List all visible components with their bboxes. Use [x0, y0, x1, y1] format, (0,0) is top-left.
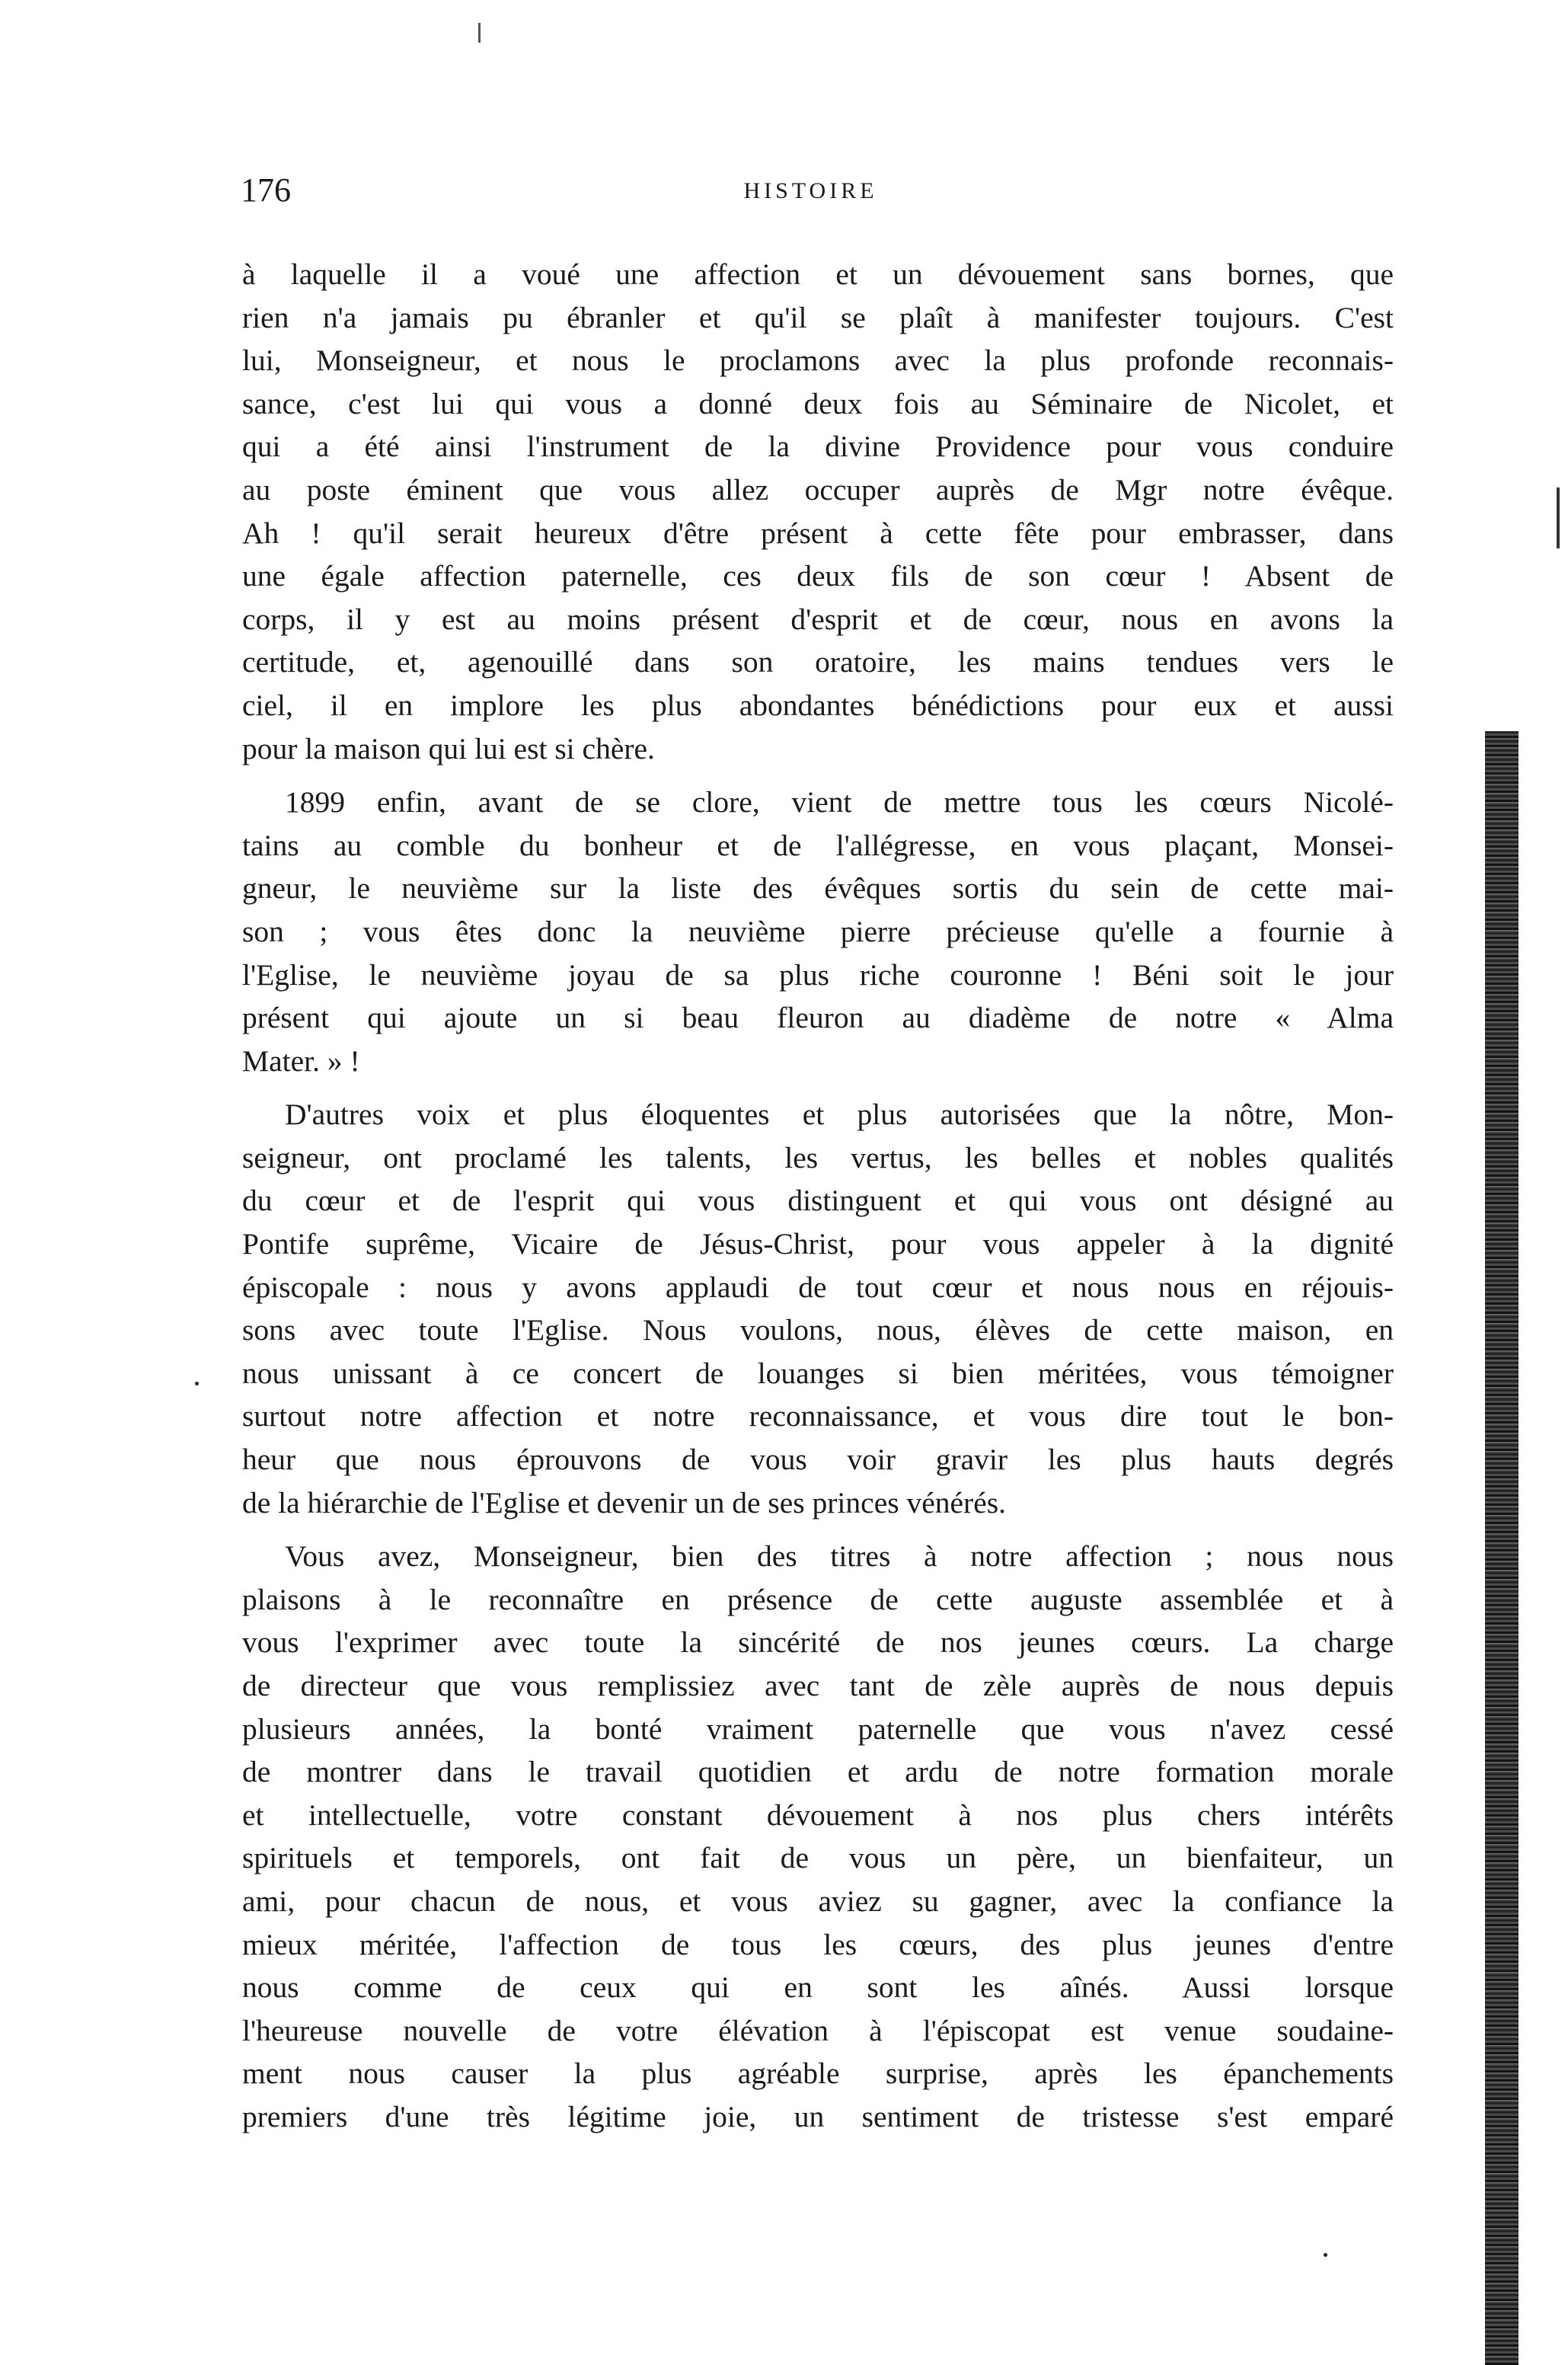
- text-line: sons avec toute l'Eglise. Nous voulons, nous, élèves de cette maison, en: [242, 1313, 1394, 1347]
- text-line: du cœur et de l'esprit qui vous distinguent et qui vous ont désigné au: [242, 1184, 1394, 1218]
- text-line: gneur, le neuvième sur la liste des évêques sortis du sein de cette mai-: [242, 871, 1394, 906]
- text-line: D'autres voix et plus éloquentes et plus autorisées que la nôtre, Mon-: [285, 1098, 1394, 1132]
- text-line: présent qui ajoute un si beau fleuron au diadème de notre « Alma: [242, 1001, 1394, 1035]
- text-line: corps, il y est au moins présent d'esprit et de cœur, nous en avons la: [242, 602, 1394, 636]
- text-line: lui, Monseigneur, et nous le proclamons avec la plus profonde reconnais-: [242, 344, 1394, 378]
- running-title: HISTOIRE: [743, 178, 878, 203]
- text-line: une égale affection paternelle, ces deux fils de son cœur ! Absent de: [242, 559, 1394, 593]
- text-line: plaisons à le reconnaître en présence de cette auguste assemblée et à: [242, 1582, 1394, 1616]
- text-line: spirituels et temporels, ont fait de vous un père, un bienfaiteur, un: [242, 1841, 1394, 1875]
- text-line: tains au comble du bonheur et de l'allégresse, en vous plaçant, Monsei-: [242, 828, 1394, 862]
- text-line: au poste éminent que vous allez occuper auprès de Mgr notre évêque.: [242, 472, 1394, 507]
- text-line: de la hiérarchie de l'Eglise et devenir un de ses princes vénérés.: [242, 1485, 1006, 1520]
- text-line: Mater. » !: [242, 1043, 360, 1078]
- text-line: ami, pour chacun de nous, et vous aviez su gagner, avec la confiance la: [242, 1884, 1394, 1918]
- text-line: Ah ! qu'il serait heureux d'être présent à cette fête pour embrasser, dans: [242, 516, 1394, 550]
- scan-binding-edge: [1485, 731, 1519, 2365]
- text-line: nous comme de ceux qui en sont les aînés. Aussi lorsque: [242, 1970, 1394, 2005]
- text-line: certitude, et, agenouillé dans son oratoire, les mains tendues vers le: [242, 645, 1394, 679]
- text-line: nous unissant à ce concert de louanges si bien méritées, vous témoigner: [242, 1356, 1394, 1390]
- stray-dot-mark: [195, 1382, 199, 1385]
- page-number: 176: [241, 171, 291, 209]
- text-line: mieux méritée, l'affection de tous les cœurs, des plus jeunes d'entre: [242, 1927, 1394, 1961]
- stray-tick-mark: [478, 23, 481, 43]
- body-text: [242, 253, 1394, 2149]
- text-line: et intellectuelle, votre constant dévouement à nos plus chers intérêts: [242, 1798, 1394, 1832]
- text-line: seigneur, ont proclamé les talents, les vertus, les belles et nobles qualités: [242, 1140, 1394, 1175]
- text-line: de directeur que vous remplissiez avec tant de zèle auprès de nous depuis: [242, 1669, 1394, 1702]
- text-line: rien n'a jamais pu ébranler et qu'il se plaît à manifester toujours. C'est: [242, 300, 1394, 334]
- text-line: heur que nous éprouvons de vous voir gravir les plus hauts degrés: [242, 1443, 1394, 1477]
- paragraph-2: [242, 781, 1394, 1082]
- text-line: 1899 enfin, avant de se clore, vient de mettre tous les cœurs Nicolé-: [285, 785, 1394, 820]
- text-line: premiers d'une très légitime joie, un sentiment de tristesse s'est emparé: [242, 2099, 1394, 2133]
- scan-edge-line: [1557, 487, 1560, 548]
- paragraph-4: [242, 1535, 1394, 2138]
- text-line: vous l'exprimer avec toute la sincérité de nos jeunes cœurs. La charge: [242, 1625, 1394, 1660]
- stray-dot-mark: [1324, 2253, 1327, 2257]
- text-line: épiscopale : nous y avons applaudi de tout cœur et nous nous en réjouis-: [242, 1270, 1394, 1304]
- text-line: l'heureuse nouvelle de votre élévation à l'épiscopat est venue soudaine-: [242, 2013, 1394, 2047]
- paragraph-3: [242, 1093, 1394, 1524]
- text-line: à laquelle il a voué une affection et un dévouement sans bornes, que: [242, 257, 1394, 291]
- text-line: de montrer dans le travail quotidien et ardu de notre formation morale: [242, 1755, 1394, 1789]
- text-line: l'Eglise, le neuvième joyau de sa plus riche couronne ! Béni soit le jour: [242, 957, 1394, 992]
- paragraph-1: [242, 253, 1394, 770]
- text-line: ciel, il en implore les plus abondantes bénédictions pour eux et aussi: [242, 688, 1394, 722]
- text-line: son ; vous êtes donc la neuvième pierre précieuse qu'elle a fournie à: [242, 914, 1394, 948]
- text-line: ment nous causer la plus agréable surprise, après les épanchements: [242, 2057, 1394, 2091]
- text-line: Vous avez, Monseigneur, bien des titres à notre affection ; nous nous: [285, 1539, 1394, 1574]
- text-line: Pontife suprême, Vicaire de Jésus-Christ, pour vous appeler à la dignité: [242, 1227, 1394, 1261]
- text-line: surtout notre affection et notre reconnaissance, et vous dire tout le bon-: [242, 1399, 1394, 1433]
- text-line: qui a été ainsi l'instrument de la divine Providence pour vous conduire: [242, 430, 1394, 464]
- text-line: sance, c'est lui qui vous a donné deux fois au Séminaire de Nicolet, et: [242, 386, 1394, 420]
- text-line: plusieurs années, la bonté vraiment paternelle que vous n'avez cessé: [242, 1711, 1394, 1746]
- text-line: pour la maison qui lui est si chère.: [242, 731, 655, 765]
